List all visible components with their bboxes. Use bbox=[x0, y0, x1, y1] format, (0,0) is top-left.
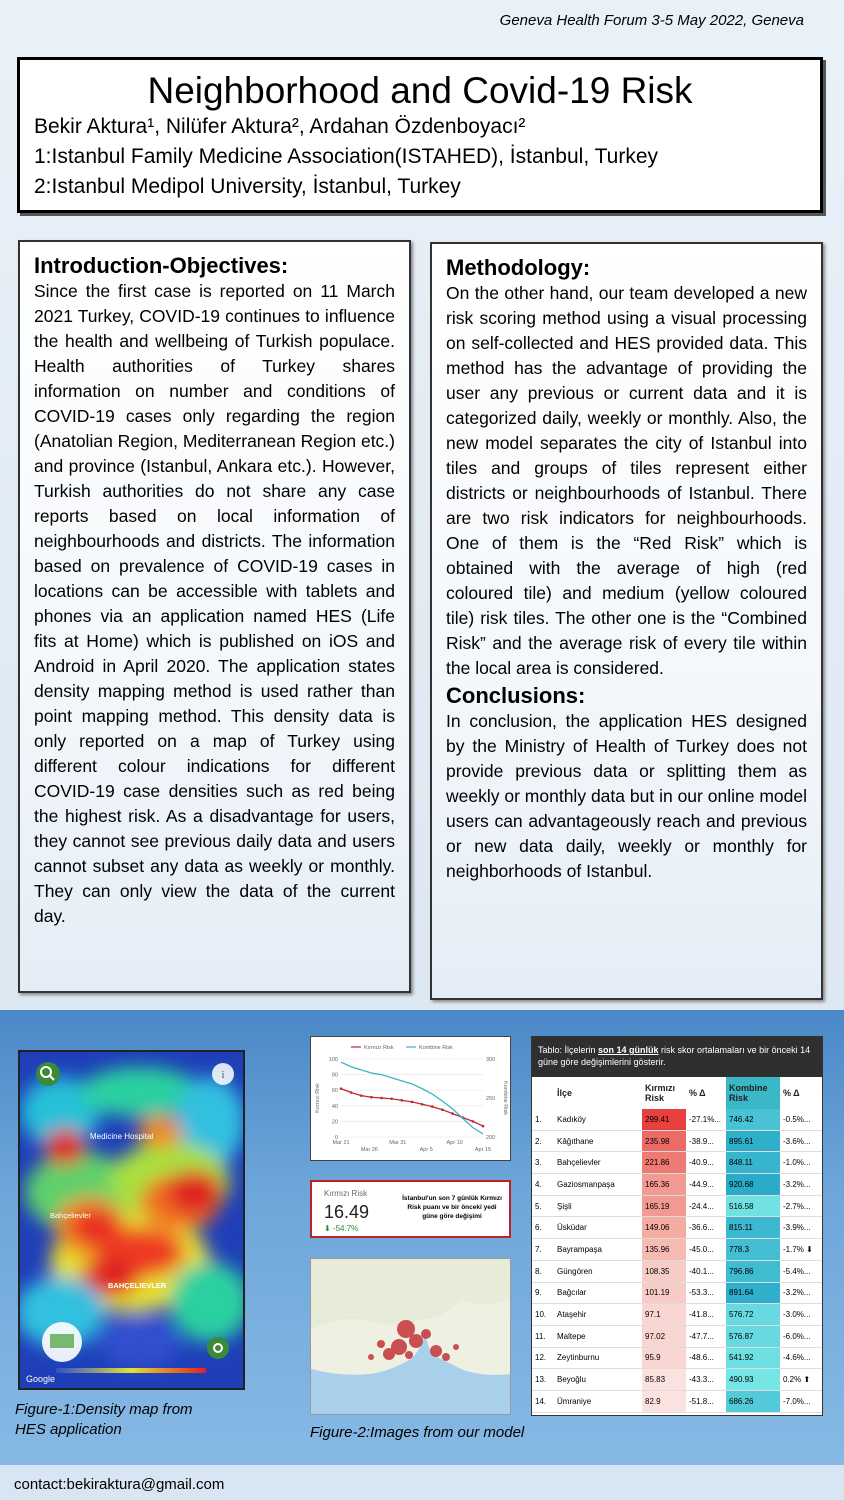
contact-email: contact:bekiraktura@gmail.com bbox=[14, 1476, 225, 1493]
risk-score-table bbox=[532, 1077, 822, 1413]
row-combined-risk: 796.86 bbox=[726, 1260, 780, 1282]
row-red-change: -41.8... bbox=[686, 1304, 726, 1326]
row-combined-change: -0.5%... bbox=[780, 1109, 822, 1130]
x-tick-label: Mar 31 bbox=[389, 1140, 407, 1146]
series-line bbox=[341, 1089, 483, 1126]
table-row bbox=[532, 1239, 822, 1261]
row-red-risk: 85.83 bbox=[642, 1369, 686, 1391]
row-combined-change: -3.2%... bbox=[780, 1282, 822, 1304]
y-tick-label: 60 bbox=[331, 1088, 338, 1095]
row-red-risk: 82.9 bbox=[642, 1390, 686, 1412]
table-row bbox=[532, 1174, 822, 1196]
density-map-image bbox=[20, 1052, 243, 1388]
y-tick-label: 80 bbox=[331, 1072, 338, 1079]
x-tick-label: Apr 15 bbox=[474, 1147, 492, 1153]
series-point bbox=[411, 1101, 414, 1104]
table-row bbox=[532, 1195, 822, 1217]
row-rank: 4. bbox=[532, 1174, 554, 1196]
authors: Bekir Aktura¹, Nilüfer Aktura², Ardahan Özdenboyacı² bbox=[34, 115, 526, 138]
series-point bbox=[421, 1103, 424, 1106]
row-rank: 14. bbox=[532, 1390, 554, 1412]
row-district: Maltepe bbox=[554, 1325, 642, 1347]
row-red-risk: 165.36 bbox=[642, 1174, 686, 1196]
row-district: Gaziosmanpaşa bbox=[554, 1174, 642, 1196]
x-tick-label: Mar 26 bbox=[360, 1147, 378, 1153]
y-tick-label: 100 bbox=[328, 1057, 338, 1063]
row-red-change: -44.9... bbox=[686, 1174, 726, 1196]
row-rank: 11. bbox=[532, 1325, 554, 1347]
row-rank: 9. bbox=[532, 1282, 554, 1304]
x-tick-label: Mar 21 bbox=[332, 1140, 350, 1146]
row-red-change: -43.3... bbox=[686, 1369, 726, 1391]
series-line bbox=[341, 1062, 483, 1134]
y2-tick-label: 300 bbox=[486, 1057, 496, 1063]
series-point bbox=[451, 1112, 454, 1115]
table-row bbox=[532, 1325, 822, 1347]
table-row bbox=[532, 1347, 822, 1369]
row-red-change: -36.6... bbox=[686, 1217, 726, 1239]
header-red-risk: Kırmızı Risk bbox=[642, 1077, 686, 1109]
conclusions-text: In conclusion, the application HES designed by the Ministry of Health of Turkey does not provide previous data or splitting them as weekly or monthly data but in our online model users can advantageously reach and previous or new data daily, weekly or monthly for neighborhoods of Istanbul. bbox=[446, 711, 807, 881]
row-combined-risk: 891.64 bbox=[726, 1282, 780, 1304]
table-row bbox=[532, 1369, 822, 1391]
row-red-risk: 95.9 bbox=[642, 1347, 686, 1369]
legend-label: Kırmızı Risk bbox=[364, 1045, 394, 1051]
row-rank: 3. bbox=[532, 1152, 554, 1174]
row-district: Kadıköy bbox=[554, 1109, 642, 1130]
row-red-risk: 101.19 bbox=[642, 1282, 686, 1304]
row-red-change: -51.8... bbox=[686, 1390, 726, 1412]
map-google-label: Google bbox=[26, 1374, 56, 1384]
series-point bbox=[482, 1125, 485, 1128]
row-red-risk: 299.41 bbox=[642, 1109, 686, 1130]
y-tick-label: 40 bbox=[331, 1103, 338, 1110]
series-point bbox=[431, 1105, 434, 1108]
row-district: Kâğıthane bbox=[554, 1130, 642, 1152]
affiliation-1: 1:Istanbul Family Medicine Association(ISTAHED), İstanbul, Turkey bbox=[34, 145, 659, 168]
row-district: Bayrampaşa bbox=[554, 1239, 642, 1261]
y2-axis-label: Kombine Risk bbox=[502, 1081, 508, 1115]
conference-header: Geneva Health Forum 3-5 May 2022, Geneva bbox=[499, 12, 804, 29]
risk-table bbox=[531, 1036, 823, 1416]
table-row bbox=[532, 1217, 822, 1239]
row-combined-risk: 516.58 bbox=[726, 1195, 780, 1217]
header-combined-change: % Δ bbox=[780, 1077, 822, 1109]
methodology-panel bbox=[430, 242, 823, 1000]
row-combined-risk: 778.3 bbox=[726, 1239, 780, 1261]
figure1-caption: Figure-1:Density map from HES application bbox=[15, 1401, 193, 1438]
row-red-risk: 135.96 bbox=[642, 1239, 686, 1261]
x-tick-label: Apr 10 bbox=[446, 1140, 463, 1146]
row-combined-risk: 895.61 bbox=[726, 1130, 780, 1152]
y-tick-label: 0 bbox=[334, 1135, 338, 1141]
y2-tick-label: 200 bbox=[486, 1135, 496, 1141]
row-red-change: -38.9... bbox=[686, 1130, 726, 1152]
row-red-risk: 149.06 bbox=[642, 1217, 686, 1239]
row-combined-risk: 686.26 bbox=[726, 1390, 780, 1412]
map-label-area: Bahçelievler bbox=[50, 1211, 91, 1220]
series-point bbox=[340, 1087, 343, 1090]
table-row bbox=[532, 1282, 822, 1304]
header-district: İlçe bbox=[554, 1077, 642, 1109]
series-point bbox=[350, 1091, 353, 1094]
row-rank: 2. bbox=[532, 1130, 554, 1152]
row-district: Bağcılar bbox=[554, 1282, 642, 1304]
row-district: Bahçelievler bbox=[554, 1152, 642, 1174]
row-combined-change: -3.2%... bbox=[780, 1174, 822, 1196]
kpi-value: 16.49 bbox=[324, 1202, 370, 1222]
table-row bbox=[532, 1260, 822, 1282]
series-point bbox=[380, 1097, 383, 1100]
row-rank: 8. bbox=[532, 1260, 554, 1282]
row-district: Beyoğlu bbox=[554, 1369, 642, 1391]
row-combined-change: -7.0%... bbox=[780, 1390, 822, 1412]
row-combined-risk: 490.93 bbox=[726, 1369, 780, 1391]
row-rank: 10. bbox=[532, 1304, 554, 1326]
line-chart-svg bbox=[311, 1037, 510, 1160]
row-red-change: -24.4... bbox=[686, 1195, 726, 1217]
row-combined-risk: 541.92 bbox=[726, 1347, 780, 1369]
table-row bbox=[532, 1109, 822, 1130]
series-point bbox=[441, 1108, 444, 1111]
map-label-district: BAHÇELIEVLER bbox=[108, 1281, 167, 1290]
series-point bbox=[360, 1094, 363, 1097]
title-box bbox=[17, 57, 823, 213]
row-combined-risk: 576.87 bbox=[726, 1325, 780, 1347]
legend-label: Kombine Risk bbox=[419, 1045, 453, 1051]
row-district: Üsküdar bbox=[554, 1217, 642, 1239]
x-tick-label: Apr 5 bbox=[419, 1147, 433, 1153]
row-combined-risk: 848.11 bbox=[726, 1152, 780, 1174]
table-row bbox=[532, 1152, 822, 1174]
row-combined-risk: 576.72 bbox=[726, 1304, 780, 1326]
intro-heading: Introduction-Objectives: bbox=[34, 253, 289, 278]
row-combined-change: -3.0%... bbox=[780, 1304, 822, 1326]
row-combined-change: 0.2% ⬆ bbox=[780, 1369, 822, 1391]
row-red-risk: 221.86 bbox=[642, 1152, 686, 1174]
row-red-change: -47.7... bbox=[686, 1325, 726, 1347]
header-combined-risk: Kombine Risk bbox=[726, 1077, 780, 1109]
contact-bar bbox=[0, 1465, 844, 1500]
header-red-change: % Δ bbox=[686, 1077, 726, 1109]
series-point bbox=[401, 1099, 404, 1102]
row-combined-change: -4.6%... bbox=[780, 1347, 822, 1369]
svg-text:i: i bbox=[221, 1069, 225, 1081]
row-rank: 12. bbox=[532, 1347, 554, 1369]
row-rank: 6. bbox=[532, 1217, 554, 1239]
istanbul-risk-map bbox=[310, 1258, 511, 1415]
affiliation-2: 2:Istanbul Medipol University, İstanbul, Turkey bbox=[34, 175, 461, 198]
row-rank: 13. bbox=[532, 1369, 554, 1391]
y-axis-label: Kırmızı Risk bbox=[315, 1083, 321, 1113]
row-red-change: -40.9... bbox=[686, 1152, 726, 1174]
row-rank: 1. bbox=[532, 1109, 554, 1130]
kpi-label: Kırmızı Risk bbox=[324, 1189, 368, 1198]
row-district: Zeytinburnu bbox=[554, 1347, 642, 1369]
row-red-change: -40.1... bbox=[686, 1260, 726, 1282]
row-rank: 5. bbox=[532, 1195, 554, 1217]
row-combined-change: -6.0%... bbox=[780, 1325, 822, 1347]
row-combined-risk: 920.68 bbox=[726, 1174, 780, 1196]
row-district: Güngören bbox=[554, 1260, 642, 1282]
row-combined-change: -1.7% ⬇ bbox=[780, 1239, 822, 1261]
series-point bbox=[390, 1097, 393, 1100]
kpi-card bbox=[310, 1180, 511, 1238]
figure2-caption: Figure-2:Images from our model bbox=[310, 1424, 525, 1441]
row-combined-risk: 815.11 bbox=[726, 1217, 780, 1239]
istanbul-map-svg bbox=[311, 1259, 511, 1415]
row-red-change: -45.0... bbox=[686, 1239, 726, 1261]
row-red-risk: 165.19 bbox=[642, 1195, 686, 1217]
density-map bbox=[18, 1050, 245, 1390]
kpi-change: ⬇ -54.7% bbox=[324, 1224, 359, 1233]
row-combined-change: -3.6%... bbox=[780, 1130, 822, 1152]
introduction-panel bbox=[18, 240, 411, 993]
kpi-note: İstanbul'un son 7 günlük Kırmızı Risk puanı ve bir önceki yedi güne göre değişimi bbox=[402, 1195, 502, 1220]
row-combined-change: -3.9%... bbox=[780, 1217, 822, 1239]
row-red-change: -27.1%... bbox=[686, 1109, 726, 1130]
row-red-risk: 97.1 bbox=[642, 1304, 686, 1326]
row-red-risk: 235.98 bbox=[642, 1130, 686, 1152]
poster-title: Neighborhood and Covid-19 Risk bbox=[147, 70, 693, 111]
map-label-hospital: Medicine Hospital bbox=[90, 1132, 154, 1141]
row-rank: 7. bbox=[532, 1239, 554, 1261]
row-combined-risk: 746.42 bbox=[726, 1109, 780, 1130]
row-red-risk: 108.35 bbox=[642, 1260, 686, 1282]
y2-tick-label: 250 bbox=[486, 1096, 496, 1102]
conclusions-heading: Conclusions: bbox=[446, 683, 586, 708]
risk-line-chart bbox=[310, 1036, 511, 1161]
row-combined-change: -2.7%... bbox=[780, 1195, 822, 1217]
table-row bbox=[532, 1390, 822, 1412]
table-row bbox=[532, 1304, 822, 1326]
row-red-change: -53.3... bbox=[686, 1282, 726, 1304]
row-combined-change: -5.4%... bbox=[780, 1260, 822, 1282]
row-district: Şişli bbox=[554, 1195, 642, 1217]
y-tick-label: 20 bbox=[331, 1119, 338, 1126]
row-district: Ataşehir bbox=[554, 1304, 642, 1326]
row-district: Ümraniye bbox=[554, 1390, 642, 1412]
series-point bbox=[370, 1096, 373, 1099]
table-row bbox=[532, 1130, 822, 1152]
methodology-heading: Methodology: bbox=[446, 255, 591, 280]
row-red-risk: 97.02 bbox=[642, 1325, 686, 1347]
methodology-text: On the other hand, our team developed a new risk scoring method using a visual processing on self-collected and HES provided data. This method has the advantage of providing the user any previous or current data and it is categorized daily, weekly or monthly. Also, the new model separates the city of Istanbul into tiles and groups of tiles represent either districts or neighbourhoods of Istanbul. There are two risk indicators for neighbourhoods. One of them is the “Red Risk” which is obtained with the average of high (red coloured tile) and medium (yellow coloured tile) risk tiles. The other one is the “Combined Risk” and the average risk of every tile within the local area is considered. bbox=[446, 283, 807, 678]
intro-text: Since the first case is reported on 11 March 2021 Turkey, COVID-19 continues to influence the health and wellbeing of Turkish populace. Health authorities of Turkey shares information on number and conditions of COVID-19 cases only regarding the region (Anatolian Region, Mediterranean Region etc.) and province (Istanbul, Ankara etc.). However, Turkish authorities do not share any case reports based on local information of neighbourhoods and districts. The information based on prevalence of COVID-19 cases in locations can be accessible with tablets and phones via an application named HES (Life fits at Home) which is published on iOS and Android in April 2020. The application states density mapping method is used rather than point mapping method. This density data is only reported on a map of Turkey using different colour indications for different COVID-19 case densities such as red being the highest risk. As a disadvantage for users, they cannot see previous daily data and users cannot subset any data as weekly or monthly. They can only view the data of the current day. bbox=[34, 281, 395, 926]
table-title: Tablo: İlçelerin son 14 günlük risk skor ortalamaları ve bir önceki 14 güne göre değişimlerini gösterir. bbox=[532, 1037, 822, 1077]
row-combined-change: -1.0%... bbox=[780, 1152, 822, 1174]
series-point bbox=[472, 1120, 475, 1123]
row-red-change: -48.6... bbox=[686, 1347, 726, 1369]
